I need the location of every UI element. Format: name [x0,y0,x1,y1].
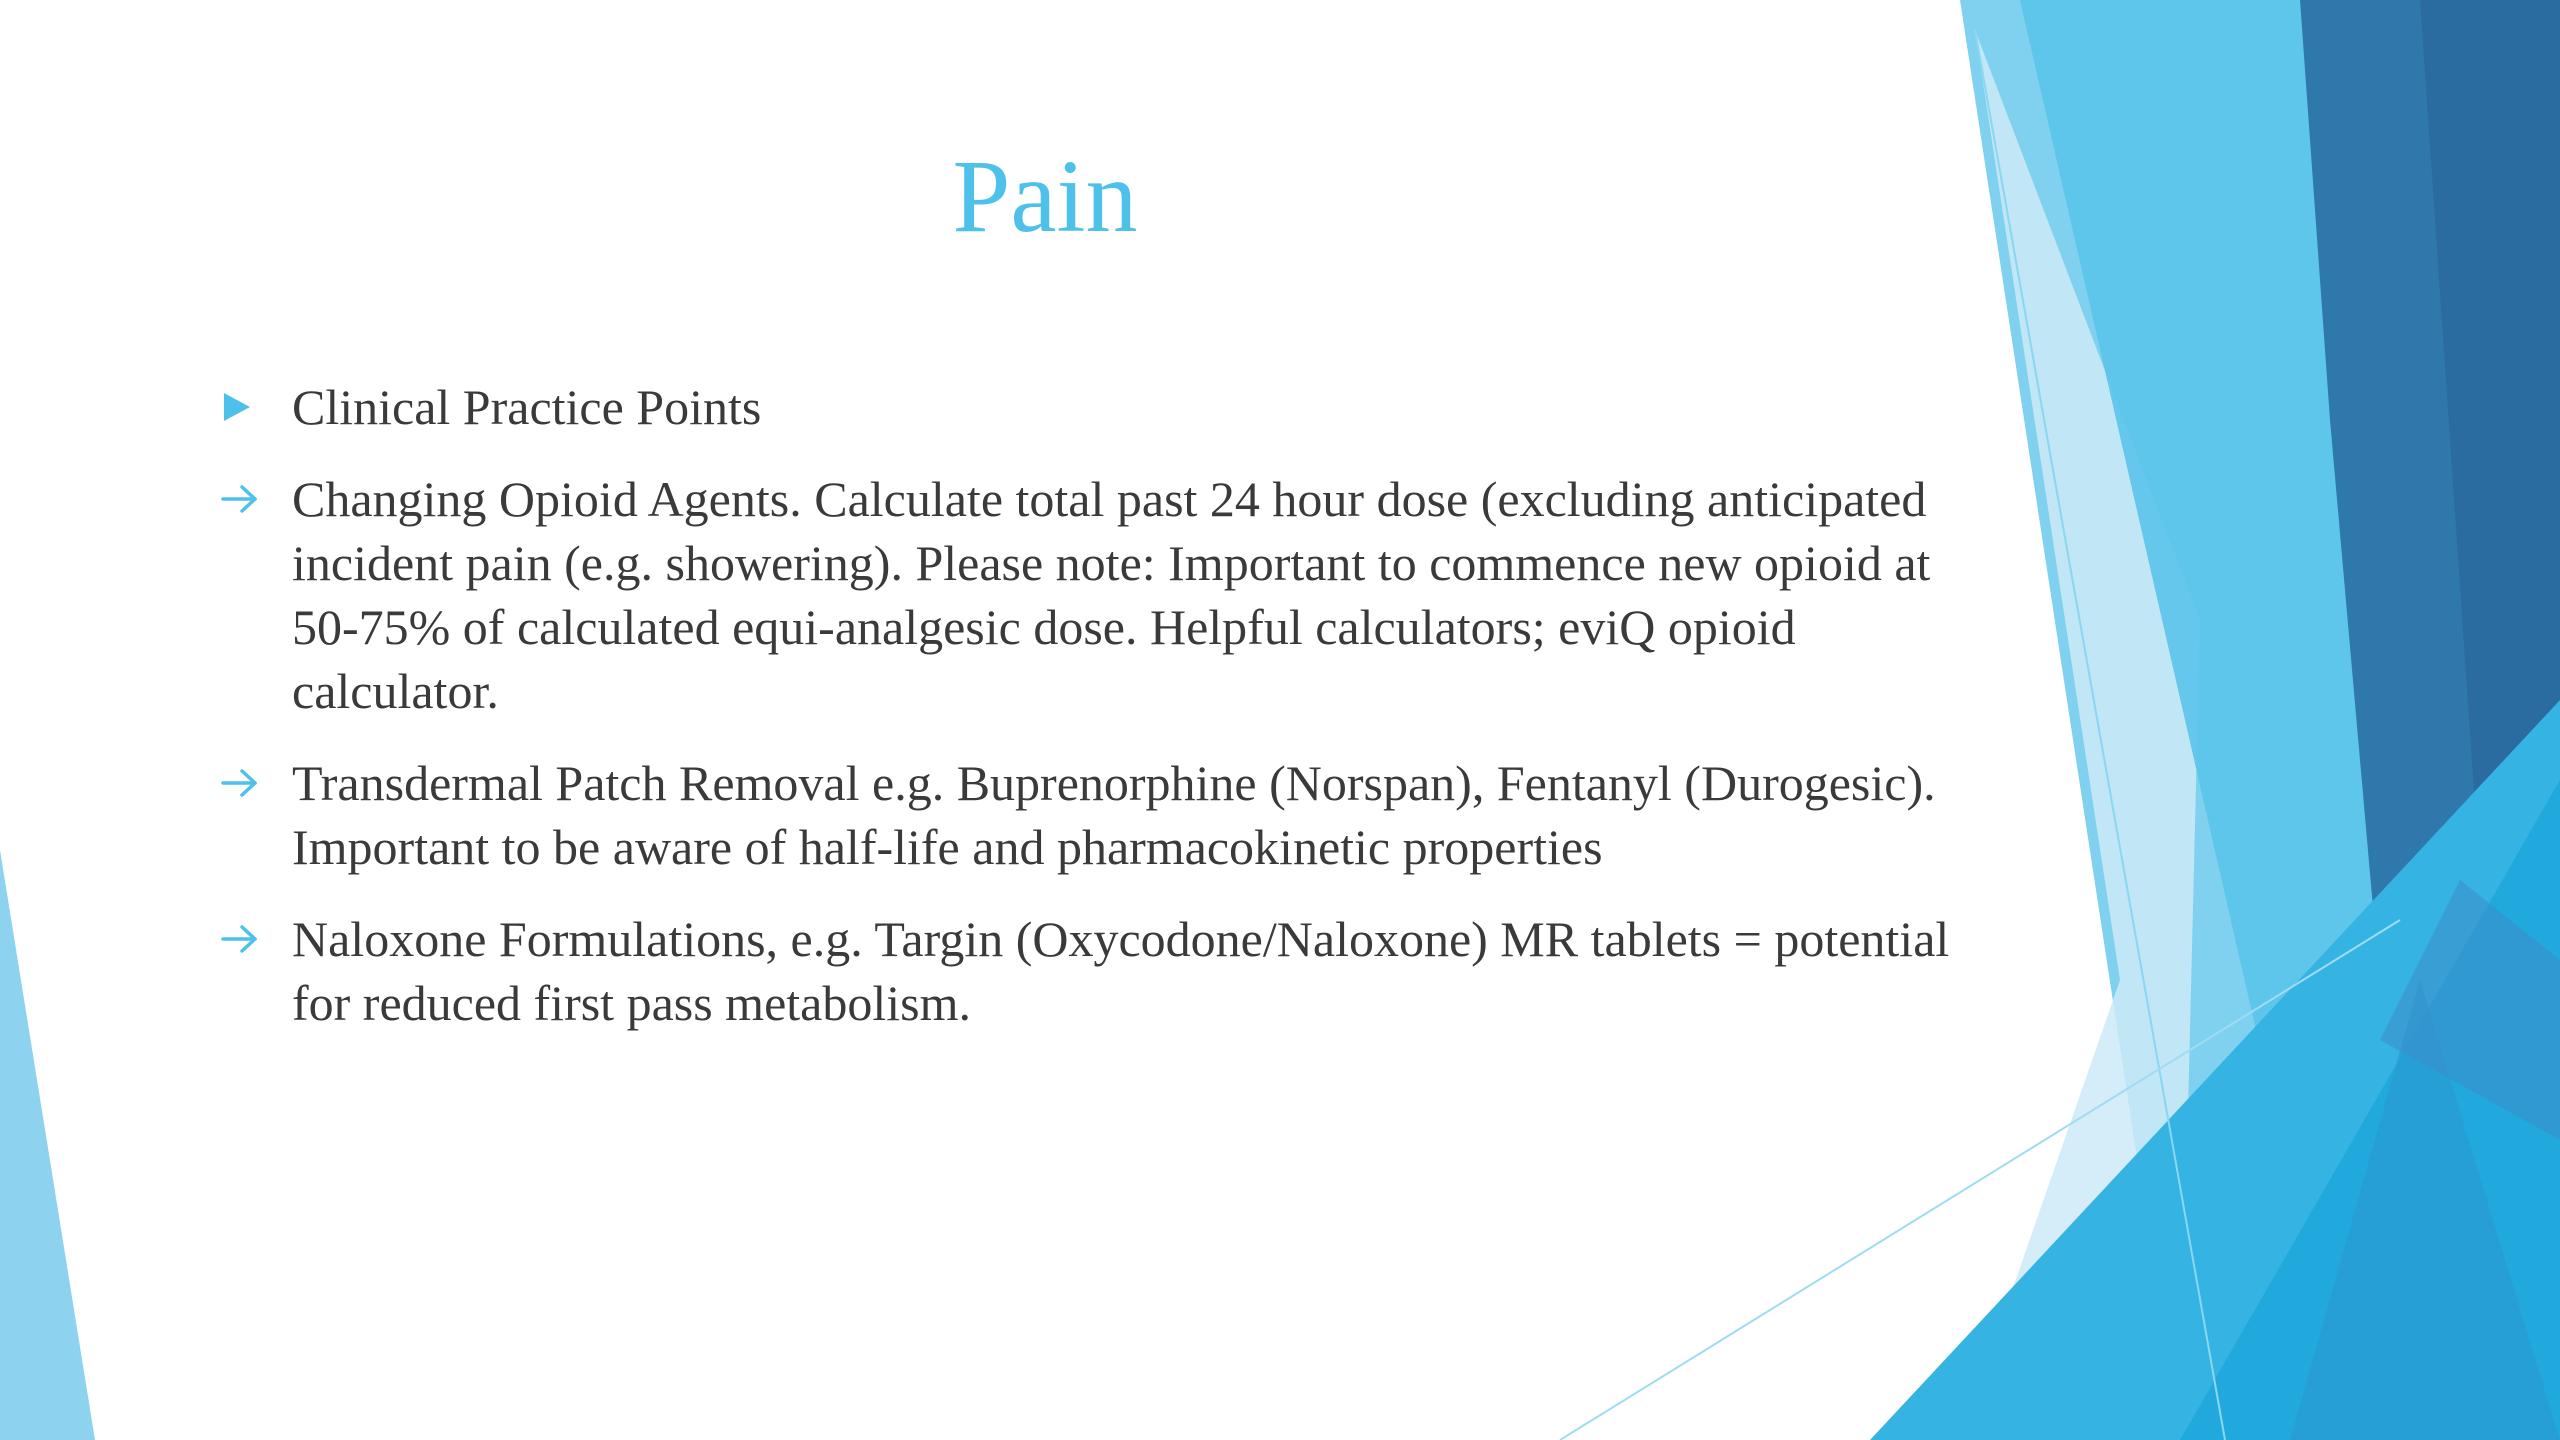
slide-title: Pain [952,139,1138,254]
list-item [220,907,2000,1035]
list-item-text: Changing Opioid Agents. Calculate total past 24 hour dose (excluding anticipated incident pain (e.g. showering). Please note: Important to commence new opioid at 50-75% of calculated equi-analgesic dose. Helpful calculators; eviQ opioid calculator. [292,471,1931,719]
list-item [220,751,2000,879]
list-item-text: Transdermal Patch Removal e.g. Buprenorphine (Norspan), Fentanyl (Durogesic). Important to be aware of half-life and pharmacokinetic properties [292,755,1936,875]
bullet-list [220,375,2000,1063]
triangle-bullet-icon [220,375,268,439]
list-item-text: Naloxone Formulations, e.g. Targin (Oxycodone/Naloxone) MR tablets = potential for reduced first pass metabolism. [292,911,1950,1031]
arrow-bullet-icon [220,751,268,815]
list-item-text: Clinical Practice Points [292,379,762,435]
arrow-bullet-icon [220,467,268,531]
arrow-bullet-icon [220,907,268,971]
list-item [220,467,2000,723]
list-item [220,375,2000,439]
